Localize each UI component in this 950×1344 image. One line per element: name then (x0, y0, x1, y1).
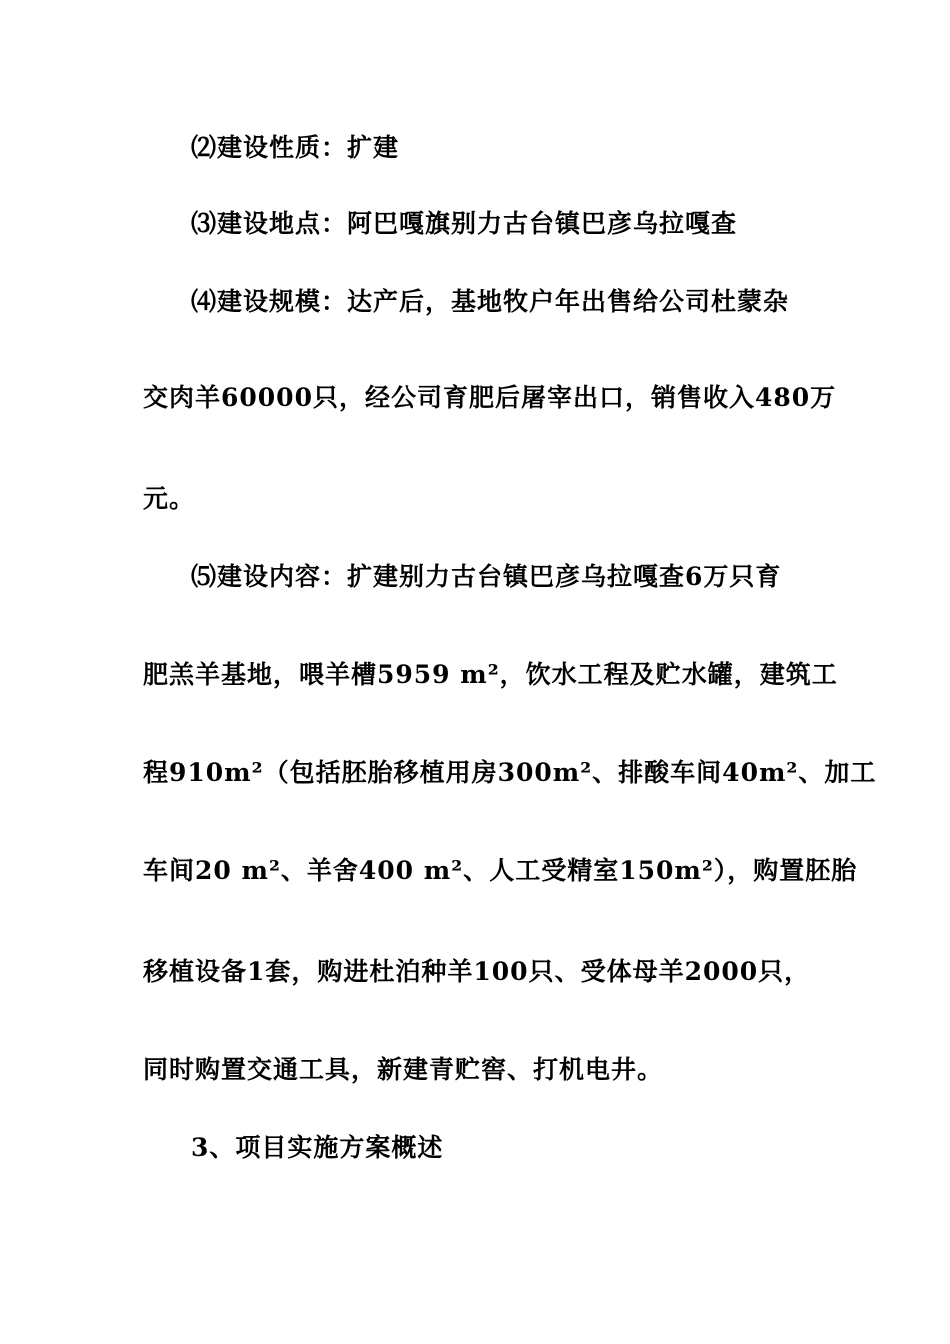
paragraph-construction-scale-line-2: 交肉羊60000只，经公司育肥后屠宰出口，销售收入480万 (143, 383, 837, 412)
paragraph-construction-content-line-5: 移植设备1套，购进杜泊种羊100只、受体母羊2000只， (143, 957, 811, 986)
paragraph-construction-scale-line-1: ⑷建设规模：达产后，基地牧户年出售给公司杜蒙杂 (191, 287, 790, 316)
paragraph-construction-content-line-4: 车间20 m²、羊舍400 m²、人工受精室150m²），购置胚胎 (143, 856, 858, 885)
paragraph-construction-location: ⑶建设地点：阿巴嘎旗别力古台镇巴彦乌拉嘎查 (191, 209, 738, 238)
section-heading-implementation-plan: 3、项目实施方案概述 (191, 1133, 444, 1162)
paragraph-construction-content-line-2: 肥羔羊基地，喂羊槽5959 m²，饮水工程及贮水罐，建筑工 (143, 660, 838, 689)
paragraph-construction-content-line-1: ⑸建设内容：扩建别力古台镇巴彦乌拉嘎查6万只育 (191, 562, 782, 591)
paragraph-construction-scale-line-3: 元。 (143, 484, 196, 513)
paragraph-construction-content-line-3: 程910m²（包括胚胎移植用房300m²、排酸车间40m²、加工 (143, 758, 877, 787)
paragraph-construction-content-line-6: 同时购置交通工具，新建青贮窖、打机电井。 (143, 1055, 664, 1084)
paragraph-construction-nature: ⑵建设性质：扩建 (191, 133, 400, 162)
